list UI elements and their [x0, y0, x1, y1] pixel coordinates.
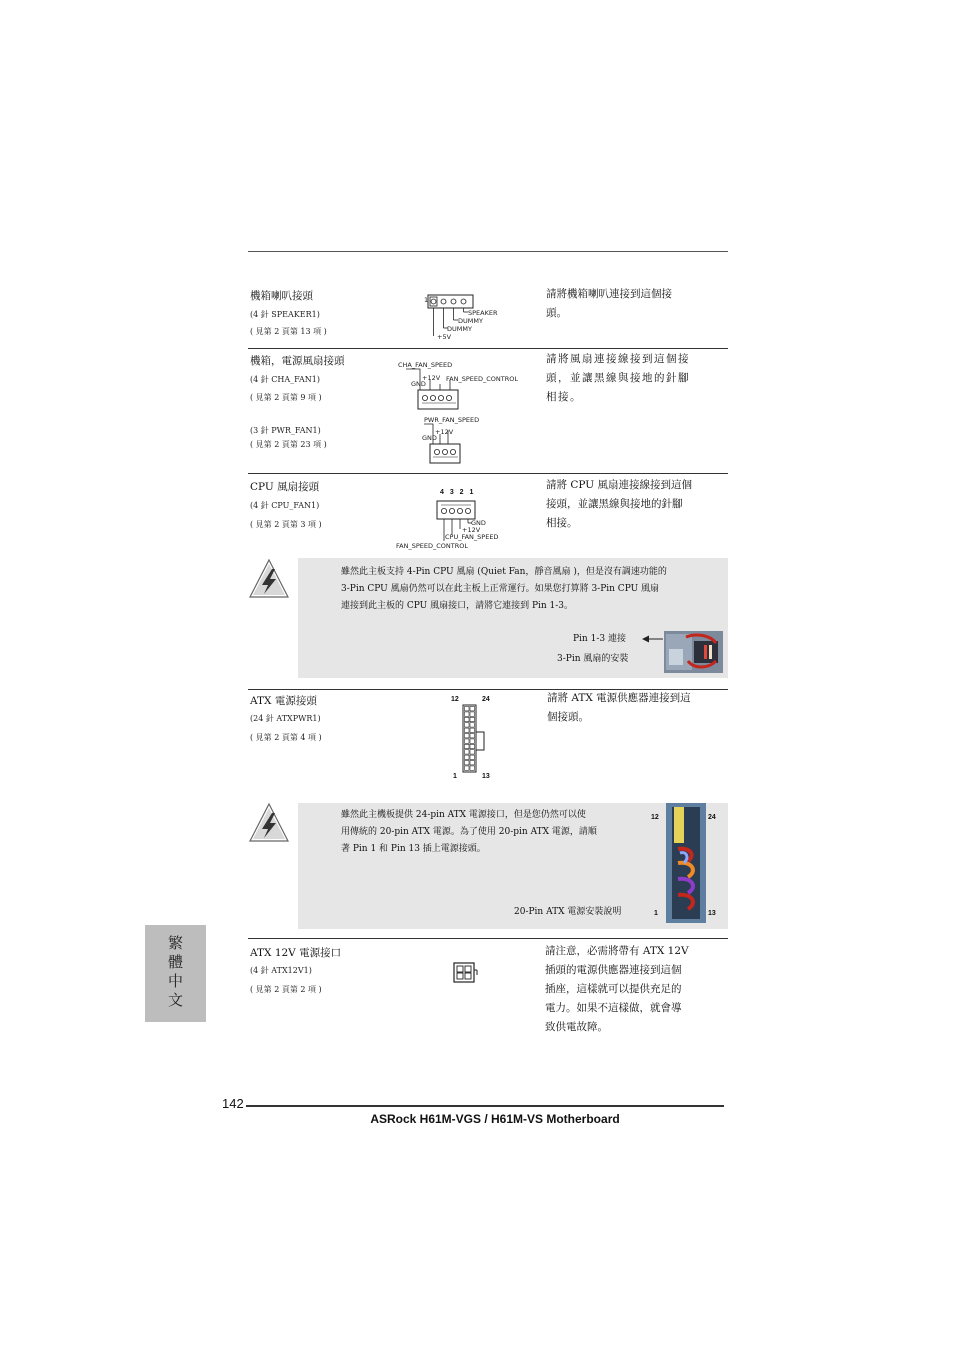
section-title: 機箱，電源風扇接頭 [250, 355, 345, 367]
fan-install-photo [664, 631, 723, 673]
section-title: CPU 風扇接頭 [250, 481, 320, 493]
v12-label: +12V [422, 374, 441, 382]
note-caption: 20-Pin ATX 電源安裝說明 [514, 907, 622, 917]
language-side-tab [145, 925, 206, 1022]
section-title: ATX 12V 電源接口 [250, 947, 342, 959]
section-desc: 請將 CPU 風扇連接線接到這個 接頭，並讓黑線與接地的針腳 相接。 [546, 479, 692, 529]
pin-label: 1 [654, 910, 658, 917]
note-caption: 3-Pin 風扇的安裝 [557, 654, 629, 664]
section-desc: 請將 ATX 電源供應器連接到這 個接頭。 [547, 692, 691, 723]
footer-rule [246, 1105, 724, 1107]
cha-fan-speed-label: CHA_FAN_SPEED [398, 361, 453, 369]
section-pins: (4 針 CHA_FAN1) [250, 375, 321, 384]
v12-label: +12V [435, 428, 454, 436]
pwr-fan-speed-label: PWR_FAN_SPEED [424, 416, 480, 424]
cpu-fan-speed-label: CPU_FAN_SPEED [445, 533, 499, 541]
dummy-label: DUMMY [458, 317, 483, 325]
section-divider [248, 938, 728, 939]
section-desc: 請將機箱喇叭連接到這個接 頭。 [546, 288, 672, 319]
atx-24pin-diagram [462, 704, 488, 774]
section-title: 機箱喇叭接頭 [250, 290, 313, 302]
note-atx [298, 803, 728, 929]
arrow-left-icon [642, 634, 664, 644]
section-pins: (4 針 CPU_FAN1) [250, 501, 320, 510]
pin-label: 12 [651, 814, 659, 821]
atx12v-connector-diagram [452, 962, 480, 984]
section-ref: ( 見第 2 頁第 2 項 ) [250, 985, 322, 994]
section-ref: ( 見第 2 頁第 13 項 ) [250, 327, 327, 336]
pin-label: 1 [453, 773, 457, 780]
section-ref: ( 見第 2 頁第 4 項 ) [250, 733, 322, 742]
fan-speed-control-label: FAN_SPEED_CONTROL [446, 375, 518, 383]
section-divider [248, 348, 728, 349]
section-ref: ( 見第 2 頁第 9 項 ) [250, 393, 322, 402]
note-text: 雖然此主機板提供 24-pin ATX 電源接口，但是您仍然可以使 用傳統的 20-pin ATX 電源。為了使用 20-pin ATX 電源，請順 著 Pin 1 和 Pin 13 插上電源接頭。 [341, 810, 597, 854]
note-caption: Pin 1-3 連接 [573, 634, 626, 644]
pin-label: 24 [482, 696, 490, 703]
section-pins: (24 針 ATXPWR1) [250, 714, 321, 723]
pin-numbers-label: 4 3 2 1 [440, 489, 476, 496]
dummy-label: DUMMY [447, 325, 472, 333]
pin-one-label: 1 [424, 296, 429, 304]
header-rule [248, 251, 728, 252]
language-label: 繁體中文 [166, 935, 184, 1011]
section-divider [248, 473, 728, 474]
section-title: ATX 電源接頭 [250, 695, 317, 707]
note-cpu-fan [298, 558, 728, 678]
footer-title: ASRock H61M-VGS / H61M-VS Motherboard [370, 1112, 620, 1126]
section-pins: (3 針 PWR_FAN1) [250, 426, 321, 435]
section-pins: (4 針 ATX12V1) [250, 966, 312, 975]
gnd-label: GND [471, 519, 486, 527]
gnd-label: GND [411, 380, 426, 388]
section-desc: 請將風扇連接線接到這個接 頭，並讓黑線與接地的針腳 相接。 [546, 353, 690, 403]
v5-label: +5V [437, 333, 452, 341]
speaker-label: SPEAKER [468, 309, 498, 317]
section-pins: (4 針 SPEAKER1) [250, 310, 320, 319]
pin-label: 24 [708, 814, 716, 821]
page-number: 142 [222, 1096, 244, 1111]
warning-icon [248, 558, 290, 600]
atx-install-photo [666, 803, 706, 923]
warning-icon [248, 802, 290, 844]
note-text: 雖然此主板支持 4-Pin CPU 風扇 (Quiet Fan，靜音風扇 )，但是沒有調速功能的 3-Pin CPU 風扇仍然可以在此主板上正常運行。如果您打算將 3-Pin CPU 風扇 連接到此主板的 CPU 風扇接口，請將它連接到 Pin 1-3。 [341, 567, 667, 611]
section-desc: 請注意，必需將帶有 ATX 12V 插頭的電源供應器連接到這個 插座，這樣就可以提供充足的 電力。如果不這樣做，就會導 致供電故障。 [545, 945, 689, 1033]
connector-latch [476, 732, 484, 750]
pin-label: 13 [708, 910, 716, 917]
gnd-label: GND [422, 434, 437, 442]
pin-label: 13 [482, 773, 490, 780]
v12-label: +12V [462, 526, 481, 534]
section-ref: ( 見第 2 頁第 23 項 ) [250, 440, 327, 449]
pin-label: 12 [451, 696, 459, 703]
fan-speed-control-label: FAN_SPEED_CONTROL [396, 542, 468, 550]
section-ref: ( 見第 2 頁第 3 項 ) [250, 520, 322, 529]
